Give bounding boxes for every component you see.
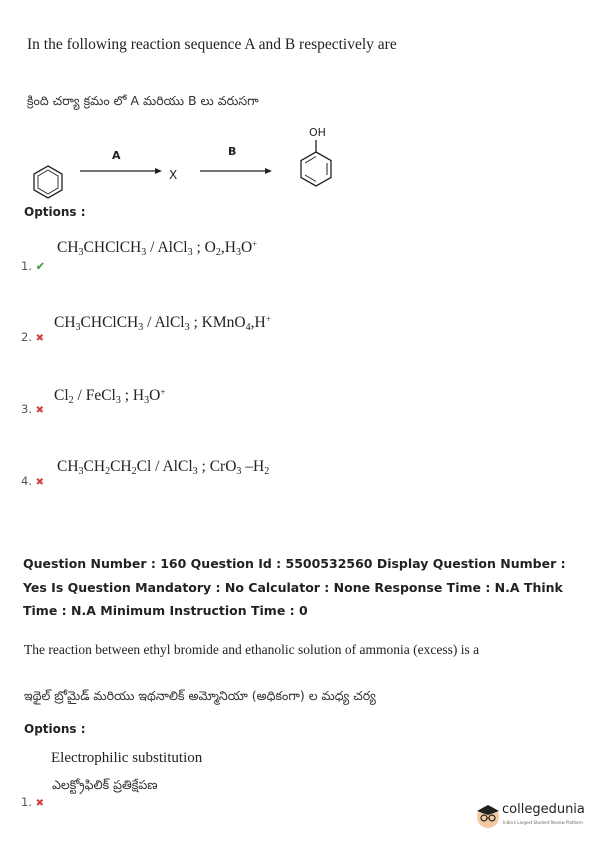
question-metadata: Question Number : 160 Question Id : 5500532560 Display Question Number : Yes Is Question Mandatory : No Calculator : None Response Time : N.A Think Time : N.A Minimum Instruction Time : 0 bbox=[23, 556, 566, 618]
formula-subscript: 3 bbox=[235, 247, 241, 258]
formula-subscript: 4 bbox=[245, 322, 251, 333]
formula-text: CH bbox=[57, 239, 79, 256]
formula-text: / AlCl bbox=[143, 314, 185, 331]
collegedunia-logo bbox=[475, 800, 590, 832]
reagent-b-label: B bbox=[228, 145, 237, 158]
cross-icon: ✖ bbox=[35, 333, 45, 344]
formula-subscript: 3 bbox=[187, 247, 193, 258]
cross-icon: ✖ bbox=[35, 405, 45, 416]
arrow-1 bbox=[80, 168, 162, 174]
formula-superscript: + bbox=[265, 314, 271, 324]
question-text-telugu: క్రింది చర్యా క్రమం లో A మరియు B లు వరుసగా bbox=[27, 93, 259, 108]
formula-text: O bbox=[240, 239, 253, 256]
formula-subscript: 3 bbox=[75, 322, 81, 333]
formula-text: CHClCH bbox=[83, 239, 142, 256]
option-number[interactable] bbox=[21, 330, 44, 344]
formula-text: CH bbox=[57, 458, 79, 475]
question-text: In the following reaction sequence A and B respectively are bbox=[27, 36, 397, 53]
formula-text: CH bbox=[54, 314, 76, 331]
option-number-text: 2. bbox=[21, 330, 32, 344]
option-formula[interactable] bbox=[57, 458, 269, 477]
question-text-telugu: ఇథైల్ బ్రోమైడ్ మరియు ఇథనాలిక్ అమ్మోనియా (అధికంగా) ల మధ్య చర్య bbox=[24, 688, 376, 703]
formula-subscript: 3 bbox=[78, 247, 84, 258]
question-text: The reaction between ethyl bromide and ethanolic solution of ammonia (excess) is a bbox=[24, 642, 480, 657]
option-number[interactable] bbox=[21, 474, 44, 488]
formula-text: ; O bbox=[192, 239, 216, 256]
formula-subscript: 2 bbox=[131, 466, 137, 477]
cross-icon: ✖ bbox=[35, 798, 45, 809]
formula-subscript: 2 bbox=[215, 247, 221, 258]
formula-text: ,H bbox=[250, 314, 266, 331]
formula-subscript: 2 bbox=[68, 395, 74, 406]
formula-text: ; KMnO bbox=[189, 314, 246, 331]
options-label: Options : bbox=[24, 205, 86, 219]
formula-text: CH bbox=[110, 458, 132, 475]
formula-subscript: 3 bbox=[78, 466, 84, 477]
option-formula[interactable] bbox=[54, 314, 271, 333]
formula-text: CH bbox=[83, 458, 106, 475]
formula-text: O bbox=[149, 387, 161, 404]
phenol-product bbox=[301, 140, 331, 186]
intermediate-x-label: X bbox=[169, 168, 178, 182]
formula-text: ; H bbox=[120, 387, 145, 404]
mascot-icon bbox=[475, 802, 501, 830]
option-number-text: 1. bbox=[21, 259, 32, 273]
formula-subscript: 2 bbox=[264, 466, 270, 477]
formula-text: –H bbox=[241, 458, 265, 475]
formula-subscript: 3 bbox=[115, 395, 121, 406]
benzene-reactant bbox=[34, 166, 62, 198]
formula-text: Cl bbox=[54, 387, 69, 404]
option-formula[interactable] bbox=[54, 387, 165, 406]
options-label: Options : bbox=[24, 722, 86, 736]
formula-subscript: 3 bbox=[141, 247, 147, 258]
formula-superscript: + bbox=[252, 239, 258, 249]
formula-subscript: 3 bbox=[192, 466, 198, 477]
formula-text: ; CrO bbox=[197, 458, 237, 475]
option-number[interactable] bbox=[21, 795, 44, 809]
logo-tagline: India's Largest Student Review Platform bbox=[503, 820, 583, 825]
logo-wordmark: collegedunia bbox=[502, 802, 585, 817]
reaction-scheme bbox=[20, 118, 350, 200]
cross-icon: ✖ bbox=[35, 477, 45, 488]
formula-text: ,H bbox=[220, 239, 236, 256]
formula-text: Cl / AlCl bbox=[136, 458, 193, 475]
formula-subscript: 3 bbox=[184, 322, 190, 333]
formula-text: / AlCl bbox=[146, 239, 188, 256]
option-number[interactable] bbox=[21, 402, 44, 416]
formula-subscript: 2 bbox=[105, 466, 111, 477]
formula-text: / FeCl bbox=[73, 387, 116, 404]
oh-label: OH bbox=[309, 126, 326, 139]
arrow-2 bbox=[200, 168, 272, 174]
reagent-a-label: A bbox=[112, 149, 121, 162]
formula-subscript: 3 bbox=[138, 322, 144, 333]
formula-subscript: 3 bbox=[144, 395, 150, 406]
option-number-text: 3. bbox=[21, 402, 32, 416]
option-number-text: 1. bbox=[21, 795, 32, 809]
formula-text: CHClCH bbox=[80, 314, 139, 331]
option-number-text: 4. bbox=[21, 474, 32, 488]
formula-superscript: + bbox=[160, 387, 166, 397]
option-text-telugu: ఎలక్ట్రోఫిలిక్ ప్రతిక్షేపణ bbox=[52, 777, 158, 792]
check-icon: ✔ bbox=[35, 259, 46, 273]
option-formula[interactable] bbox=[57, 239, 257, 258]
option-number[interactable] bbox=[21, 259, 45, 273]
formula-subscript: 3 bbox=[236, 466, 242, 477]
option-text[interactable]: Electrophilic substitution bbox=[51, 750, 203, 766]
